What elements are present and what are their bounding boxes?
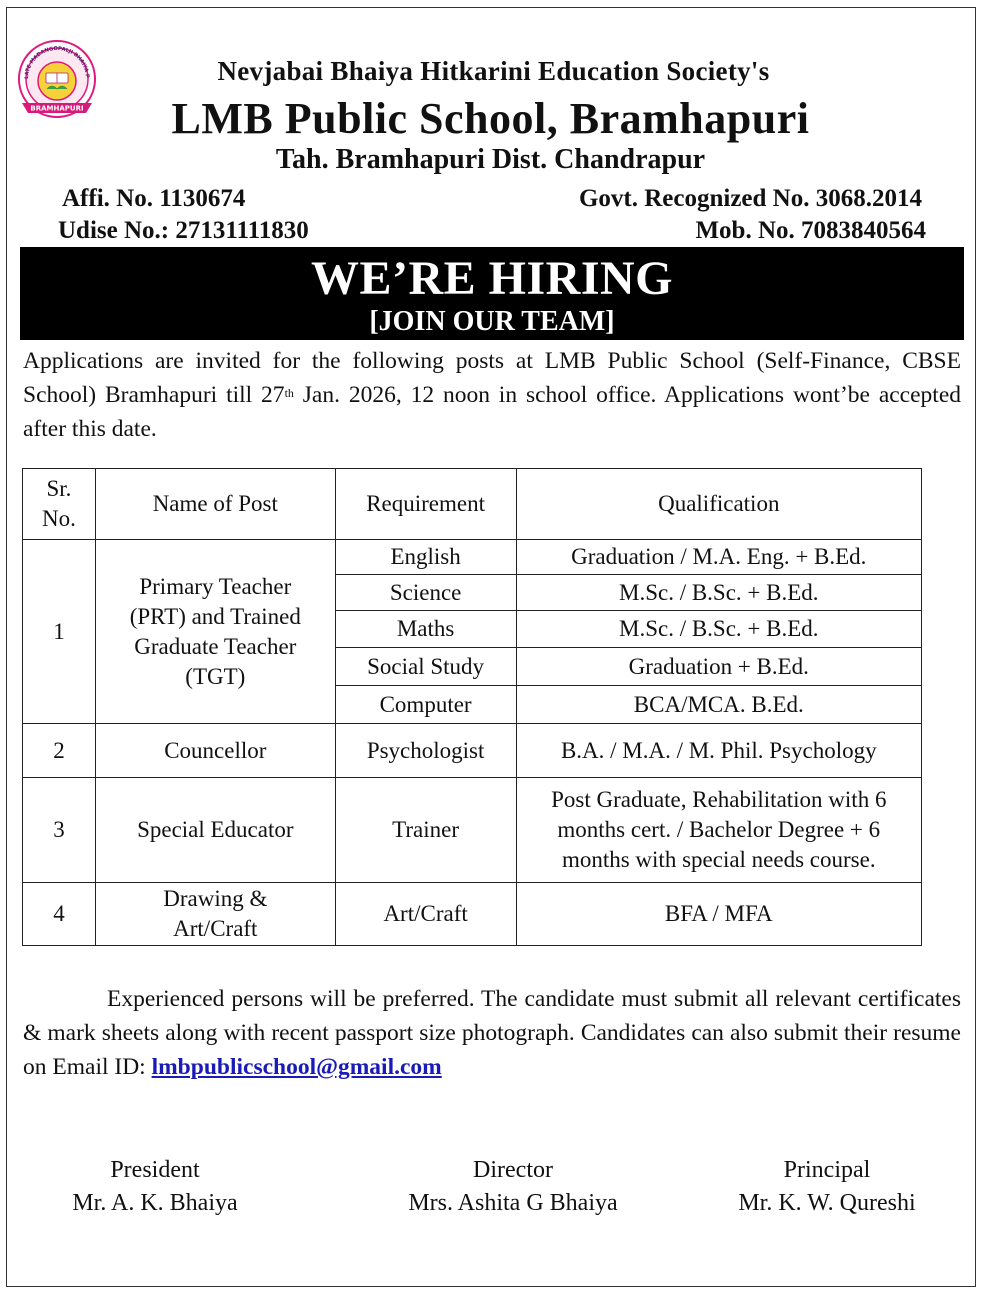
- school-address: Tah. Bramhapuri Dist. Chandrapur: [275, 144, 706, 175]
- row1-post-line: Primary Teacher: [139, 573, 292, 599]
- row3-requirement: Trainer: [335, 778, 516, 883]
- row1-post-line: (TGT): [185, 663, 246, 689]
- signature-name: Mrs. Ashita G Bhaiya: [408, 1190, 618, 1216]
- header-requirement: Requirement: [335, 469, 516, 540]
- row4-qualification: BFA / MFA: [516, 883, 921, 946]
- closing-note: [23, 982, 961, 1084]
- row1-requirement-computer: Computer: [335, 686, 516, 724]
- udise-number: Udise No.: 27131111830: [58, 217, 309, 244]
- hiring-banner: [20, 247, 964, 340]
- row1-post: [95, 540, 335, 724]
- row1-requirement-social-study: Social Study: [335, 648, 516, 686]
- govt-recognized-number: Govt. Recognized No. 3068.2014: [578, 185, 922, 212]
- posts-table: [22, 468, 922, 946]
- row1-post-line: Graduate Teacher: [134, 633, 297, 659]
- row4-post: [95, 883, 335, 946]
- logo-ribbon-text: BRAMHAPURI: [30, 104, 84, 113]
- row1-qualification-science: M.Sc. / B.Sc. + B.Ed.: [516, 575, 921, 611]
- hiring-subtitle: [JOIN OUR TEAM]: [369, 306, 615, 337]
- mobile-number: Mob. No. 7083840564: [695, 217, 926, 244]
- row1-qualification-computer: BCA/MCA. B.Ed.: [516, 686, 921, 724]
- logo-ring-text: LATE MADANGOPALJI BHAIYA P: [23, 45, 91, 80]
- row3-qualification: [516, 778, 921, 883]
- signature-director: [363, 1154, 663, 1220]
- header-sr-line2: No.: [42, 506, 76, 531]
- row3-qualification-line: months cert. / Bachelor Degree + 6: [557, 817, 881, 842]
- note-text: Experienced persons will be preferred. The candidate must submit all relevant certificates & mark sheets along with recent passport size photograph. Candidates can also submit their resume on Email ID:: [23, 986, 961, 1080]
- signature-president: [5, 1154, 305, 1220]
- society-name: Nevjabai Bhaiya Hitkarini Education Society's: [217, 56, 770, 86]
- email-link[interactable]: lmbpublicschool@gmail.com: [151, 1054, 442, 1080]
- table-row: [23, 778, 922, 883]
- intro-superscript: th: [284, 386, 294, 400]
- signature-role: Principal: [783, 1157, 871, 1183]
- row4-post-line: Drawing &: [163, 886, 268, 911]
- row3-qualification-line: Post Graduate, Rehabilitation with 6: [551, 787, 887, 812]
- header-sr-no: [23, 469, 96, 540]
- table-row: [23, 540, 922, 575]
- row1-sr: 1: [23, 540, 96, 724]
- signature-role: Director: [473, 1157, 553, 1183]
- row2-sr: 2: [23, 724, 96, 778]
- hiring-title: WE’RE HIRING: [310, 252, 674, 305]
- signature-name: Mr. K. W. Qureshi: [738, 1190, 916, 1216]
- row1-requirement-maths: Maths: [335, 611, 516, 648]
- row1-qualification-maths: M.Sc. / B.Sc. + B.Ed.: [516, 611, 921, 648]
- row1-qualification-social-study: Graduation + B.Ed.: [516, 648, 921, 686]
- row4-post-line: Art/Craft: [173, 916, 258, 941]
- header-post: Name of Post: [95, 469, 335, 540]
- signature-name: Mr. A. K. Bhaiya: [72, 1190, 238, 1216]
- table-row: [23, 724, 922, 778]
- intro-text-2: Jan. 2026, 12 noon in school office. Applications wont’be accepted after this date.: [23, 382, 961, 442]
- table-header-row: [23, 469, 922, 540]
- table-row: [23, 883, 922, 946]
- row3-post: Special Educator: [95, 778, 335, 883]
- row4-requirement: Art/Craft: [335, 883, 516, 946]
- row3-sr: 3: [23, 778, 96, 883]
- row2-qualification: B.A. / M.A. / M. Phil. Psychology: [516, 724, 921, 778]
- intro-paragraph: [23, 344, 961, 446]
- row2-requirement: Psychologist: [335, 724, 516, 778]
- signature-principal: [677, 1154, 977, 1220]
- row2-post: Councellor: [95, 724, 335, 778]
- signature-role: President: [110, 1157, 200, 1183]
- header-sr-line1: Sr.: [46, 476, 72, 501]
- intro-text-1: Applications are invited for the following posts at LMB Public School (Self-Finance, CBSE School) Bramhapuri till 27: [23, 348, 961, 408]
- row1-post-line: (PRT) and Trained: [129, 603, 301, 629]
- school-name: LMB Public School, Bramhapuri: [171, 94, 810, 143]
- row1-requirement-english: English: [335, 540, 516, 575]
- row4-sr: 4: [23, 883, 96, 946]
- row3-qualification-line: months with special needs course.: [561, 847, 876, 872]
- header-qualification: Qualification: [516, 469, 921, 540]
- affiliation-number: Affi. No. 1130674: [62, 185, 246, 212]
- row1-requirement-science: Science: [335, 575, 516, 611]
- row1-qualification-english: Graduation / M.A. Eng. + B.Ed.: [516, 540, 921, 575]
